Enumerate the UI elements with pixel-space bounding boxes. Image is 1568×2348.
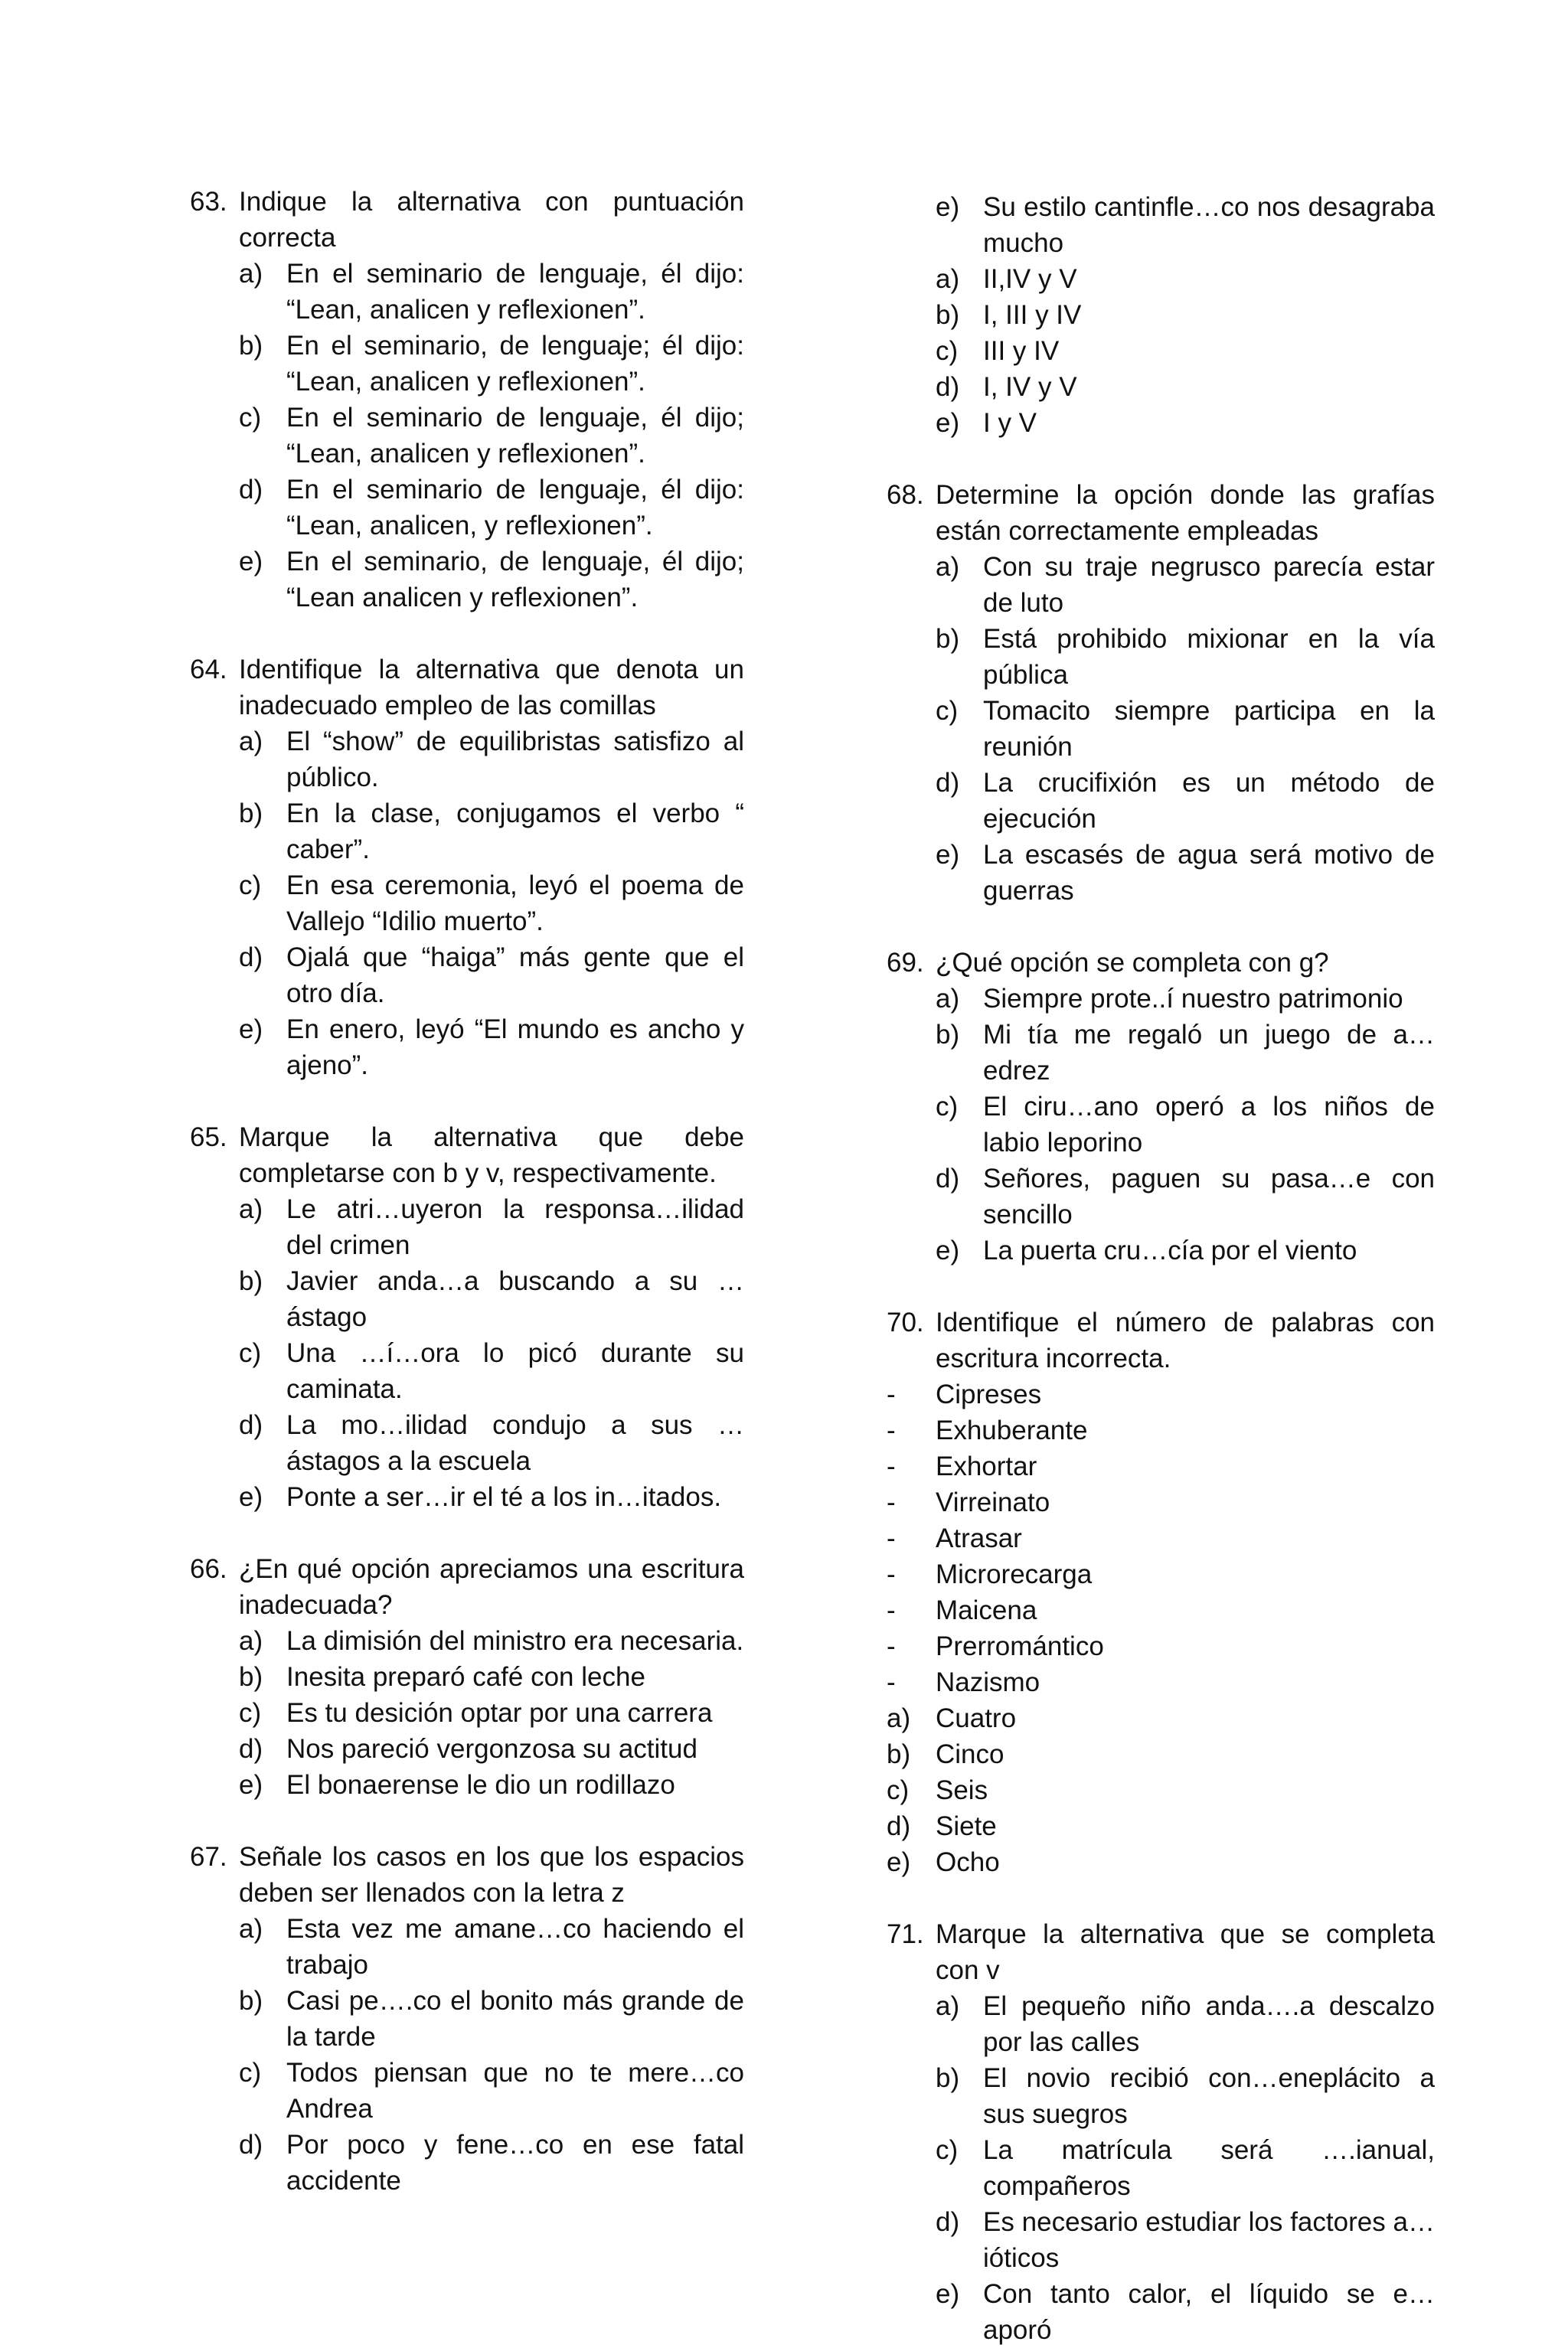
word-list-item: - Virreinato [887, 1488, 1050, 1517]
question-number: 69. [887, 948, 924, 978]
question-65 [190, 1119, 744, 1515]
question-number: 66. [190, 1554, 227, 1584]
question-66 [190, 1551, 744, 1803]
option-a[interactable]: a) Siempre prote..í nuestro patrimonio [936, 984, 1403, 1014]
option-e[interactable]: e) Su estilo cantinfle…co nos desagraba mucho [936, 192, 1435, 258]
option-d[interactable]: d) Nos pareció vergonzosa su actitud [239, 1734, 697, 1764]
option-d[interactable]: d) Señores, paguen su pasa…e con sencillo [936, 1164, 1435, 1230]
word-list-item: - Exhortar [887, 1452, 1037, 1481]
option-b[interactable]: b) En la clase, conjugamos el verbo “ caber”. [239, 798, 744, 864]
option-e[interactable]: e) En el seminario, de lenguaje, él dijo; “Lean analicen y reflexionen”. [239, 547, 744, 612]
left-column [190, 184, 744, 2199]
option-a[interactable]: a) Con su traje negrusco parecía estar de luto [936, 552, 1435, 618]
answer-e[interactable]: e) Ocho [887, 1847, 1000, 1877]
word-list-item: - Cipreses [887, 1380, 1042, 1409]
option-e[interactable]: e) Con tanto calor, el líquido se e…aporó [936, 2279, 1435, 2345]
question-67-continued [887, 189, 1435, 441]
question-64 [190, 651, 744, 1083]
option-e[interactable]: e) El bonaerense le dio un rodillazo [239, 1770, 675, 1800]
option-a[interactable]: a) La dimisión del ministro era necesaria. [239, 1626, 744, 1656]
option-b[interactable]: b) El novio recibió con…eneplácito a sus suegros [936, 2063, 1435, 2129]
word-list-item: - Microrecarga [887, 1559, 1093, 1589]
word-list-item: - Atrasar [887, 1523, 1022, 1553]
question-number: 63. [190, 187, 227, 217]
option-e[interactable]: e) En enero, leyó “El mundo es ancho y ajeno”. [239, 1014, 744, 1080]
option-e[interactable]: e) La puerta cru…cía por el viento [936, 1236, 1357, 1265]
word-list-item: - Maicena [887, 1595, 1037, 1625]
option-d[interactable]: d) Es necesario estudiar los factores a…ióticos [936, 2207, 1435, 2273]
question-67 [190, 1839, 744, 2199]
option-c[interactable]: c) Es tu desición optar por una carrera [239, 1698, 713, 1728]
option-a[interactable]: a) Esta vez me amane…co haciendo el trabajo [239, 1914, 744, 1980]
question-number: 70. [887, 1308, 924, 1337]
option-d[interactable]: d) La crucifixión es un método de ejecución [936, 768, 1435, 834]
option-b[interactable]: b) Está prohibido mixionar en la vía pública [936, 624, 1435, 690]
word-list-item: - Nazismo [887, 1667, 1040, 1697]
question-prompt: Marque la alternativa que se completa con v [936, 1919, 1435, 1985]
option-d[interactable]: d) La mo…ilidad condujo a sus …ástagos a la escuela [239, 1410, 744, 1476]
option-b[interactable]: b) Casi pe….co el bonito más grande de la tarde [239, 1986, 744, 2052]
question-71 [887, 1916, 1435, 2348]
question-68 [887, 477, 1435, 909]
answer-b[interactable]: b) I, III y IV [936, 300, 1082, 330]
question-prompt: Identifique la alternativa que denota un inadecuado empleo de las comillas [239, 655, 744, 720]
question-prompt: Marque la alternativa que debe completarse con b y v, respectivamente. [239, 1122, 744, 1188]
question-prompt: Señale los casos en los que los espacios deben ser llenados con la letra z [239, 1842, 744, 1908]
question-number: 65. [190, 1122, 227, 1152]
option-a[interactable]: a) El pequeño niño anda….a descalzo por las calles [936, 1991, 1435, 2057]
option-a[interactable]: a) Le atri…uyeron la responsa…ilidad del crimen [239, 1194, 744, 1260]
question-prompt: Determine la opción donde las grafías están correctamente empleadas [936, 480, 1435, 546]
answer-a[interactable]: a) Cuatro [887, 1703, 1017, 1733]
answer-d[interactable]: d) Siete [887, 1811, 997, 1841]
answer-b[interactable]: b) Cinco [887, 1739, 1004, 1769]
question-number: 71. [887, 1919, 924, 1949]
question-prompt: ¿En qué opción apreciamos una escritura inadecuada? [239, 1554, 744, 1620]
option-c[interactable]: c) En el seminario de lenguaje, él dijo; “Lean, analicen y reflexionen”. [239, 403, 744, 469]
option-b[interactable]: b) En el seminario, de lenguaje; él dijo: “Lean, analicen y reflexionen”. [239, 331, 744, 397]
word-list-item: - Prerromántico [887, 1631, 1104, 1661]
question-prompt: Identifique el número de palabras con escritura incorrecta. [936, 1308, 1435, 1373]
option-c[interactable]: c) Una …í…ora lo picó durante su caminata. [239, 1338, 744, 1404]
word-list-item: - Exhuberante [887, 1416, 1088, 1445]
option-d[interactable]: d) Ojalá que “haiga” más gente que el otro día. [239, 942, 744, 1008]
answer-c[interactable]: c) Seis [887, 1775, 988, 1805]
answer-c[interactable]: c) III y IV [936, 336, 1060, 366]
right-column [887, 189, 1435, 2348]
option-c[interactable]: c) El ciru…ano operó a los niños de labio leporino [936, 1092, 1435, 1158]
option-c[interactable]: c) En esa ceremonia, leyó el poema de Vallejo “Idilio muerto”. [239, 870, 744, 936]
option-c[interactable]: c) La matrícula será ….ianual, compañeros [936, 2135, 1435, 2201]
question-number: 67. [190, 1842, 227, 1872]
option-d[interactable]: d) Por poco y fene…co en ese fatal accidente [239, 2130, 744, 2196]
question-63 [190, 184, 744, 616]
option-a[interactable]: a) El “show” de equilibristas satisfizo al público. [239, 727, 744, 792]
option-b[interactable]: b) Mi tía me regaló un juego de a…edrez [936, 1020, 1435, 1086]
option-d[interactable]: d) En el seminario de lenguaje, él dijo: “Lean, analicen, y reflexionen”. [239, 475, 744, 540]
question-prompt: Indique la alternativa con puntuación correcta [239, 187, 744, 253]
option-c[interactable]: c) Tomacito siempre participa en la reunión [936, 696, 1435, 762]
question-number: 68. [887, 480, 924, 510]
question-70 [887, 1305, 1435, 1880]
option-e[interactable]: e) Ponte a ser…ir el té a los in…itados. [239, 1482, 722, 1512]
question-69 [887, 945, 1435, 1269]
answer-e[interactable]: e) I y V [936, 408, 1037, 438]
answer-d[interactable]: d) I, IV y V [936, 372, 1077, 402]
option-c[interactable]: c) Todos piensan que no te mere…co Andrea [239, 2058, 744, 2124]
question-prompt: ¿Qué opción se completa con g? [936, 948, 1329, 978]
question-number: 64. [190, 655, 227, 684]
option-a[interactable]: a) En el seminario de lenguaje, él dijo: “Lean, analicen y reflexionen”. [239, 259, 744, 325]
option-b[interactable]: b) Javier anda…a buscando a su …ástago [239, 1266, 744, 1332]
option-b[interactable]: b) Inesita preparó café con leche [239, 1662, 645, 1692]
option-e[interactable]: e) La escasés de agua será motivo de guerras [936, 840, 1435, 906]
answer-a[interactable]: a) II,IV y V [936, 264, 1077, 294]
